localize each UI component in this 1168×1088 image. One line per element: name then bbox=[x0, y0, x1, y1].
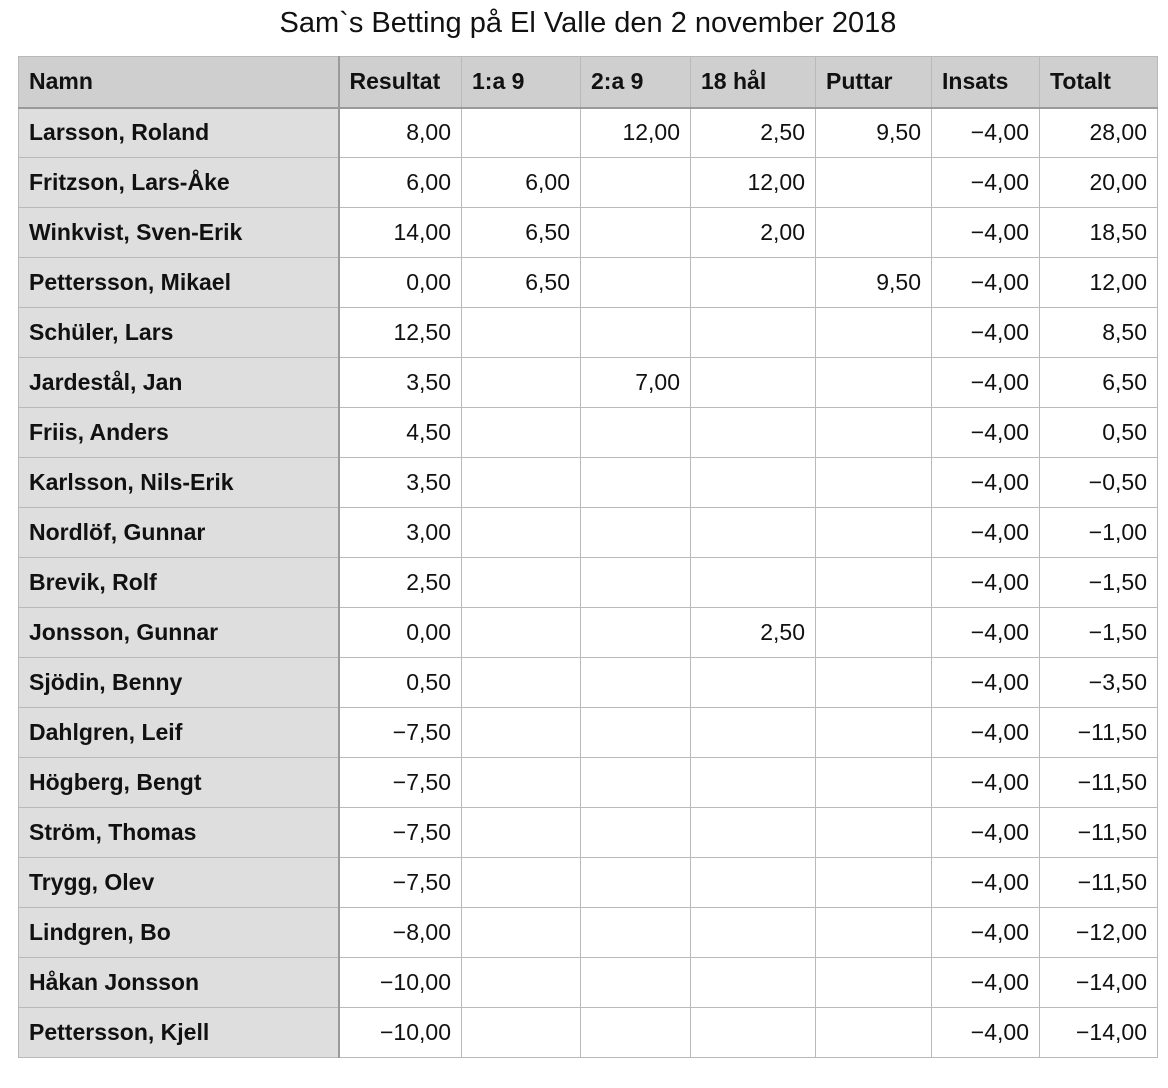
cell-name: Karlsson, Nils-Erik bbox=[19, 458, 339, 508]
cell-name: Pettersson, Mikael bbox=[19, 258, 339, 308]
cell-second-nine bbox=[581, 808, 691, 858]
cell-name: Nordlöf, Gunnar bbox=[19, 508, 339, 558]
cell-totalt: −1,50 bbox=[1040, 558, 1158, 608]
cell-puttar bbox=[816, 658, 932, 708]
cell-name: Håkan Jonsson bbox=[19, 958, 339, 1008]
cell-resultat: 3,50 bbox=[339, 358, 462, 408]
cell-eighteen-holes bbox=[691, 658, 816, 708]
cell-second-nine bbox=[581, 1008, 691, 1058]
cell-puttar: 9,50 bbox=[816, 108, 932, 158]
cell-puttar bbox=[816, 458, 932, 508]
cell-puttar bbox=[816, 758, 932, 808]
table-row bbox=[19, 1008, 1158, 1058]
cell-second-nine bbox=[581, 508, 691, 558]
cell-totalt: 20,00 bbox=[1040, 158, 1158, 208]
table-row bbox=[19, 558, 1158, 608]
cell-name: Winkvist, Sven-Erik bbox=[19, 208, 339, 258]
cell-insats: −4,00 bbox=[932, 808, 1040, 858]
cell-insats: −4,00 bbox=[932, 958, 1040, 1008]
cell-second-nine bbox=[581, 308, 691, 358]
table-row bbox=[19, 458, 1158, 508]
cell-totalt: 12,00 bbox=[1040, 258, 1158, 308]
cell-eighteen-holes bbox=[691, 758, 816, 808]
cell-first-nine bbox=[462, 758, 581, 808]
cell-puttar bbox=[816, 1008, 932, 1058]
cell-name: Högberg, Bengt bbox=[19, 758, 339, 808]
table-row bbox=[19, 358, 1158, 408]
table-row bbox=[19, 258, 1158, 308]
cell-resultat: 6,00 bbox=[339, 158, 462, 208]
table-row bbox=[19, 808, 1158, 858]
cell-puttar bbox=[816, 858, 932, 908]
cell-first-nine: 6,50 bbox=[462, 208, 581, 258]
column-header-eighteen-holes: 18 hål bbox=[691, 57, 816, 108]
cell-insats: −4,00 bbox=[932, 108, 1040, 158]
cell-first-nine: 6,00 bbox=[462, 158, 581, 208]
cell-puttar bbox=[816, 358, 932, 408]
cell-second-nine bbox=[581, 708, 691, 758]
cell-totalt: −1,50 bbox=[1040, 608, 1158, 658]
cell-second-nine bbox=[581, 558, 691, 608]
cell-puttar bbox=[816, 308, 932, 358]
cell-resultat: 3,50 bbox=[339, 458, 462, 508]
cell-second-nine: 7,00 bbox=[581, 358, 691, 408]
cell-eighteen-holes bbox=[691, 358, 816, 408]
cell-insats: −4,00 bbox=[932, 658, 1040, 708]
cell-eighteen-holes: 2,50 bbox=[691, 108, 816, 158]
cell-resultat: 4,50 bbox=[339, 408, 462, 458]
cell-resultat: −10,00 bbox=[339, 958, 462, 1008]
cell-name: Trygg, Olev bbox=[19, 858, 339, 908]
table-row bbox=[19, 858, 1158, 908]
cell-eighteen-holes: 2,50 bbox=[691, 608, 816, 658]
cell-resultat: −7,50 bbox=[339, 858, 462, 908]
cell-eighteen-holes bbox=[691, 1008, 816, 1058]
cell-first-nine bbox=[462, 408, 581, 458]
cell-first-nine bbox=[462, 708, 581, 758]
cell-second-nine bbox=[581, 958, 691, 1008]
cell-insats: −4,00 bbox=[932, 408, 1040, 458]
cell-second-nine bbox=[581, 208, 691, 258]
table-row bbox=[19, 308, 1158, 358]
cell-first-nine bbox=[462, 958, 581, 1008]
cell-puttar bbox=[816, 408, 932, 458]
cell-puttar bbox=[816, 158, 932, 208]
cell-first-nine bbox=[462, 658, 581, 708]
table-row bbox=[19, 658, 1158, 708]
cell-eighteen-holes: 12,00 bbox=[691, 158, 816, 208]
cell-resultat: 2,50 bbox=[339, 558, 462, 608]
cell-resultat: −7,50 bbox=[339, 708, 462, 758]
column-header-totalt: Totalt bbox=[1040, 57, 1158, 108]
cell-totalt: −14,00 bbox=[1040, 1008, 1158, 1058]
cell-name: Jardestål, Jan bbox=[19, 358, 339, 408]
cell-first-nine bbox=[462, 608, 581, 658]
page-title: Sam`s Betting på El Valle den 2 november 2018 bbox=[279, 7, 897, 39]
table-row bbox=[19, 608, 1158, 658]
cell-first-nine bbox=[462, 808, 581, 858]
cell-insats: −4,00 bbox=[932, 908, 1040, 958]
table-row bbox=[19, 158, 1158, 208]
cell-insats: −4,00 bbox=[932, 258, 1040, 308]
cell-first-nine bbox=[462, 358, 581, 408]
cell-resultat: 0,50 bbox=[339, 658, 462, 708]
column-header-puttar: Puttar bbox=[816, 57, 932, 108]
cell-eighteen-holes bbox=[691, 708, 816, 758]
cell-name: Ström, Thomas bbox=[19, 808, 339, 858]
table-row bbox=[19, 958, 1158, 1008]
cell-resultat: 8,00 bbox=[339, 108, 462, 158]
cell-insats: −4,00 bbox=[932, 308, 1040, 358]
column-header-first-nine: 1:a 9 bbox=[462, 57, 581, 108]
table-body bbox=[19, 108, 1158, 1058]
cell-puttar bbox=[816, 558, 932, 608]
cell-puttar bbox=[816, 908, 932, 958]
cell-first-nine bbox=[462, 458, 581, 508]
table-row bbox=[19, 108, 1158, 158]
cell-insats: −4,00 bbox=[932, 158, 1040, 208]
cell-eighteen-holes bbox=[691, 508, 816, 558]
cell-second-nine bbox=[581, 408, 691, 458]
cell-puttar bbox=[816, 958, 932, 1008]
table-row bbox=[19, 508, 1158, 558]
cell-resultat: 3,00 bbox=[339, 508, 462, 558]
cell-insats: −4,00 bbox=[932, 208, 1040, 258]
cell-second-nine bbox=[581, 758, 691, 808]
cell-totalt: −11,50 bbox=[1040, 858, 1158, 908]
cell-resultat: 14,00 bbox=[339, 208, 462, 258]
cell-name: Larsson, Roland bbox=[19, 108, 339, 158]
cell-totalt: −3,50 bbox=[1040, 658, 1158, 708]
cell-eighteen-holes: 2,00 bbox=[691, 208, 816, 258]
cell-resultat: −8,00 bbox=[339, 908, 462, 958]
cell-eighteen-holes bbox=[691, 908, 816, 958]
cell-insats: −4,00 bbox=[932, 758, 1040, 808]
cell-eighteen-holes bbox=[691, 408, 816, 458]
cell-puttar bbox=[816, 708, 932, 758]
cell-totalt: −12,00 bbox=[1040, 908, 1158, 958]
cell-insats: −4,00 bbox=[932, 358, 1040, 408]
cell-second-nine bbox=[581, 258, 691, 308]
cell-eighteen-holes bbox=[691, 808, 816, 858]
cell-first-nine bbox=[462, 508, 581, 558]
cell-puttar bbox=[816, 808, 932, 858]
cell-first-nine bbox=[462, 1008, 581, 1058]
header-row bbox=[19, 57, 1158, 108]
cell-name: Sjödin, Benny bbox=[19, 658, 339, 708]
cell-resultat: −10,00 bbox=[339, 1008, 462, 1058]
cell-name: Lindgren, Bo bbox=[19, 908, 339, 958]
cell-insats: −4,00 bbox=[932, 508, 1040, 558]
table-row bbox=[19, 908, 1158, 958]
cell-puttar bbox=[816, 208, 932, 258]
cell-second-nine bbox=[581, 608, 691, 658]
cell-insats: −4,00 bbox=[932, 858, 1040, 908]
cell-first-nine: 6,50 bbox=[462, 258, 581, 308]
cell-totalt: −11,50 bbox=[1040, 808, 1158, 858]
cell-totalt: 6,50 bbox=[1040, 358, 1158, 408]
cell-eighteen-holes bbox=[691, 258, 816, 308]
cell-totalt: 0,50 bbox=[1040, 408, 1158, 458]
column-header-namn: Namn bbox=[19, 57, 339, 108]
cell-resultat: 12,50 bbox=[339, 308, 462, 358]
cell-first-nine bbox=[462, 858, 581, 908]
cell-second-nine bbox=[581, 658, 691, 708]
table-row bbox=[19, 758, 1158, 808]
cell-second-nine bbox=[581, 158, 691, 208]
table-row bbox=[19, 708, 1158, 758]
cell-name: Dahlgren, Leif bbox=[19, 708, 339, 758]
cell-eighteen-holes bbox=[691, 858, 816, 908]
cell-resultat: −7,50 bbox=[339, 808, 462, 858]
cell-resultat: 0,00 bbox=[339, 258, 462, 308]
cell-puttar: 9,50 bbox=[816, 258, 932, 308]
cell-totalt: −11,50 bbox=[1040, 758, 1158, 808]
cell-first-nine bbox=[462, 308, 581, 358]
cell-insats: −4,00 bbox=[932, 708, 1040, 758]
column-header-second-nine: 2:a 9 bbox=[581, 57, 691, 108]
cell-second-nine bbox=[581, 858, 691, 908]
cell-totalt: −11,50 bbox=[1040, 708, 1158, 758]
cell-totalt: −1,00 bbox=[1040, 508, 1158, 558]
cell-name: Jonsson, Gunnar bbox=[19, 608, 339, 658]
cell-first-nine bbox=[462, 108, 581, 158]
cell-name: Schüler, Lars bbox=[19, 308, 339, 358]
cell-puttar bbox=[816, 608, 932, 658]
table-row bbox=[19, 208, 1158, 258]
results-table bbox=[18, 56, 1158, 1058]
cell-name: Brevik, Rolf bbox=[19, 558, 339, 608]
table-row bbox=[19, 408, 1158, 458]
cell-totalt: −14,00 bbox=[1040, 958, 1158, 1008]
cell-first-nine bbox=[462, 908, 581, 958]
cell-totalt: 8,50 bbox=[1040, 308, 1158, 358]
cell-second-nine bbox=[581, 458, 691, 508]
cell-eighteen-holes bbox=[691, 458, 816, 508]
cell-insats: −4,00 bbox=[932, 558, 1040, 608]
cell-second-nine bbox=[581, 908, 691, 958]
cell-totalt: −0,50 bbox=[1040, 458, 1158, 508]
cell-eighteen-holes bbox=[691, 558, 816, 608]
cell-first-nine bbox=[462, 558, 581, 608]
cell-name: Friis, Anders bbox=[19, 408, 339, 458]
column-header-insats: Insats bbox=[932, 57, 1040, 108]
cell-name: Fritzson, Lars-Åke bbox=[19, 158, 339, 208]
cell-name: Pettersson, Kjell bbox=[19, 1008, 339, 1058]
cell-insats: −4,00 bbox=[932, 458, 1040, 508]
cell-totalt: 18,50 bbox=[1040, 208, 1158, 258]
column-header-resultat: Resultat bbox=[339, 57, 462, 108]
cell-puttar bbox=[816, 508, 932, 558]
cell-resultat: 0,00 bbox=[339, 608, 462, 658]
cell-second-nine: 12,00 bbox=[581, 108, 691, 158]
cell-eighteen-holes bbox=[691, 308, 816, 358]
cell-resultat: −7,50 bbox=[339, 758, 462, 808]
cell-totalt: 28,00 bbox=[1040, 108, 1158, 158]
cell-eighteen-holes bbox=[691, 958, 816, 1008]
cell-insats: −4,00 bbox=[932, 608, 1040, 658]
cell-insats: −4,00 bbox=[932, 1008, 1040, 1058]
